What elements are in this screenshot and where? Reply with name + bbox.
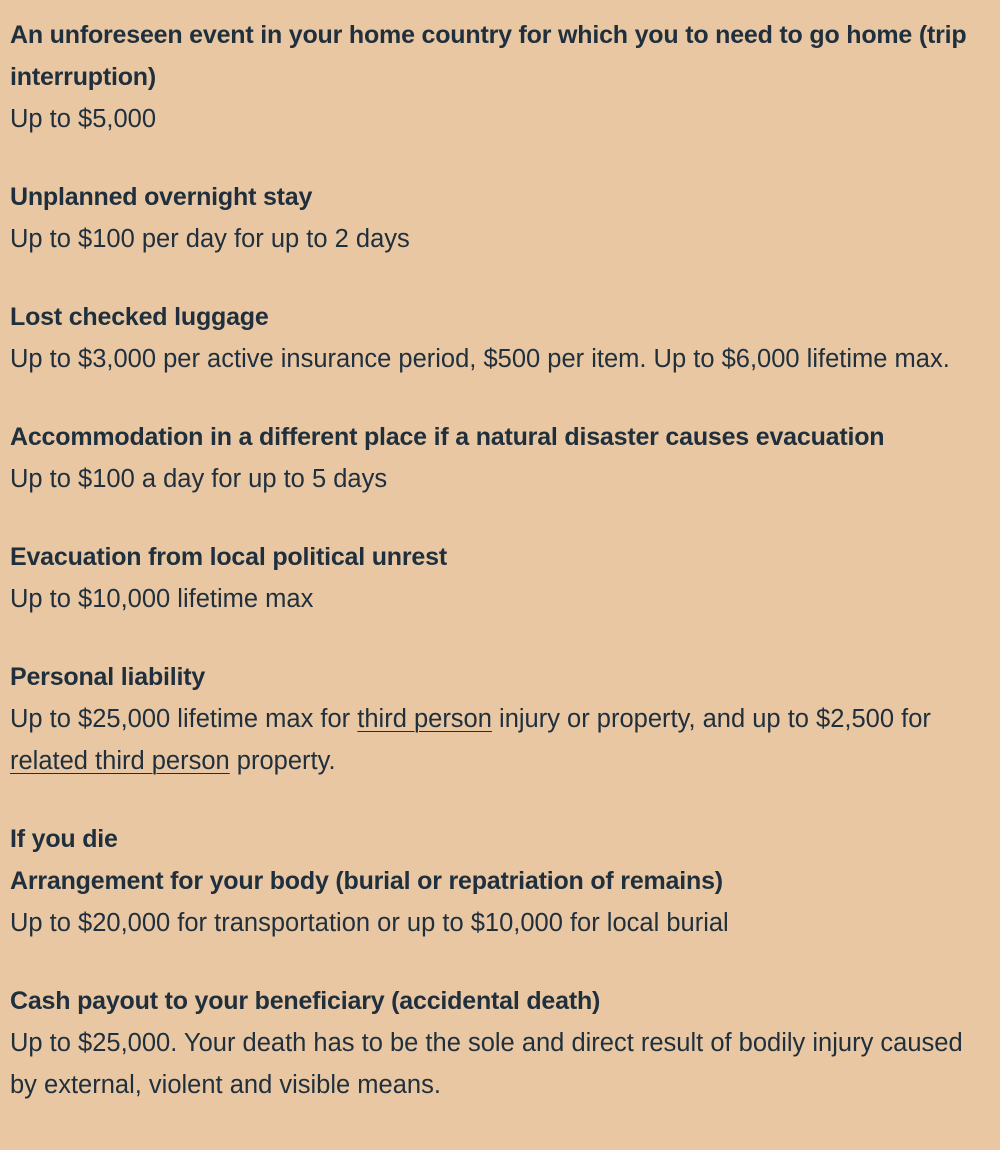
coverage-subheading: Arrangement for your body (burial or repatriation of remains) bbox=[10, 867, 723, 895]
liability-text-part2: injury or property, and up to $2,500 for bbox=[491, 705, 931, 733]
coverage-item-overnight-stay bbox=[10, 176, 990, 260]
coverage-item-death-arrangement bbox=[10, 818, 990, 944]
coverage-heading: Cash payout to your beneficiary (accidental death) bbox=[10, 987, 601, 1015]
coverage-heading: Lost checked luggage bbox=[10, 303, 269, 331]
coverage-amount: Up to $100 a day for up to 5 days bbox=[10, 465, 388, 493]
coverage-heading: Unplanned overnight stay bbox=[10, 183, 313, 211]
coverage-amount: Up to $5,000 bbox=[10, 105, 157, 133]
coverage-heading: Accommodation in a different place if a natural disaster causes evacuation bbox=[10, 423, 885, 451]
coverage-item-lost-luggage bbox=[10, 296, 990, 380]
third-person-link[interactable]: third person bbox=[357, 705, 492, 733]
coverage-heading: If you die bbox=[10, 825, 118, 853]
coverage-heading: Personal liability bbox=[10, 663, 206, 691]
coverage-amount bbox=[10, 698, 990, 782]
coverage-amount: Up to $3,000 per active insurance period, $500 per item. Up to $6,000 lifetime max. bbox=[10, 345, 950, 373]
coverage-amount: Up to $100 per day for up to 2 days bbox=[10, 225, 410, 253]
coverage-amount: Up to $25,000. Your death has to be the sole and direct result of bodily injury caused by external, violent and visible means. bbox=[10, 1029, 963, 1099]
coverage-item-evacuation-accommodation bbox=[10, 416, 990, 500]
coverage-amount: Up to $20,000 for transportation or up to $10,000 for local burial bbox=[10, 909, 729, 937]
related-third-person-link[interactable]: related third person bbox=[10, 747, 230, 775]
coverage-item-personal-liability bbox=[10, 656, 990, 782]
coverage-item-political-unrest bbox=[10, 536, 990, 620]
liability-text-part3: property. bbox=[229, 747, 336, 775]
coverage-heading: An unforeseen event in your home country for which you to need to go home (trip interruption) bbox=[10, 21, 967, 91]
coverage-amount: Up to $10,000 lifetime max bbox=[10, 585, 314, 613]
coverage-item-trip-interruption bbox=[10, 14, 990, 140]
coverage-heading: Evacuation from local political unrest bbox=[10, 543, 447, 571]
coverage-item-accidental-death bbox=[10, 980, 990, 1106]
liability-text-part1: Up to $25,000 lifetime max for bbox=[10, 705, 358, 733]
